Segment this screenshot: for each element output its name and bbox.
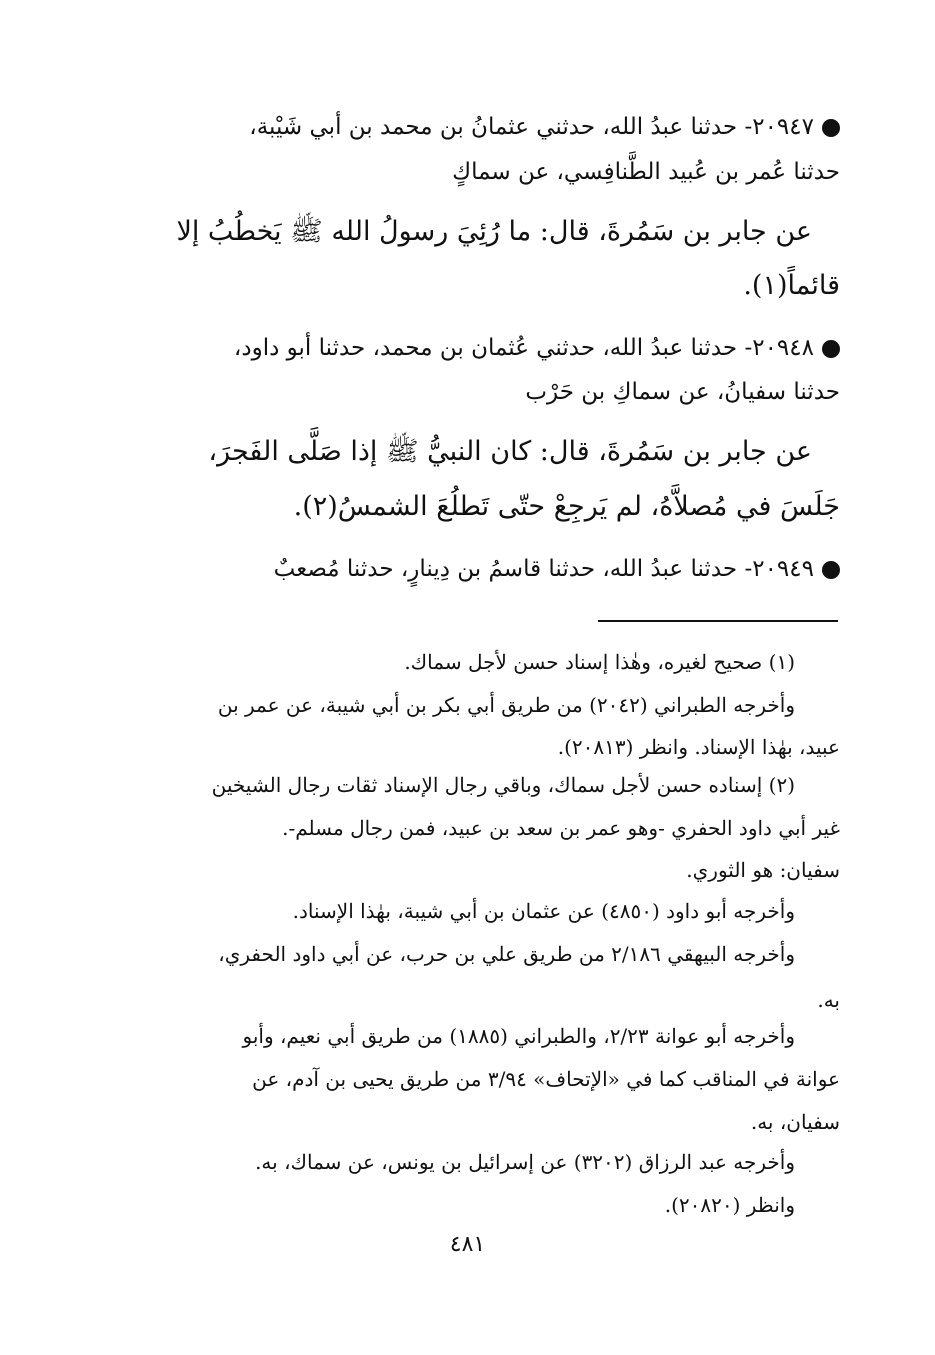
isnad-line: حدثنا سفيانُ، عن سماكِ بن حَرْب [525, 379, 840, 405]
hadith-number: ٢٠٩٤٨- [744, 335, 814, 361]
isnad-line: حدثنا عُمر بن عُبيد الطَّنافِسي، عن سماكٍ [452, 159, 840, 185]
footnote-line: به. [817, 988, 840, 1012]
hadith-number: ٢٠٩٤٧- [744, 114, 814, 140]
footnote-line: (١) صحيح لغيره، وهٰذا إسناد حسن لأجل سماك. [404, 650, 795, 674]
isnad-line: حدثنا عبدُ الله، حدثني عثمانُ بن محمد بن أبي شَيْبة، [249, 114, 738, 140]
footnote-line: وأخرجه الطبراني (٢٠٤٢) من طريق أبي بكر بن أبي شيبة، عن عمر بن [217, 693, 795, 717]
hadith-header [234, 328, 840, 368]
footnote-line: وانظر (٢٠٨٢٠). [664, 1193, 795, 1217]
footnote-line: وأخرجه عبد الرزاق (٣٢٠٢) عن إسرائيل بن يونس، عن سماك، به. [255, 1150, 795, 1174]
footnote-line: سفيان، به. [750, 1110, 840, 1134]
bullet-icon [822, 119, 840, 137]
footnote-line: عبيد، بهٰذا الإسناد. وانظر (٢٠٨١٣). [557, 735, 840, 759]
matn-line: عن جابر بن سَمُرةَ، قال: ما رُئِيَ رسولُ الله ﷺ يَخطُبُ إلا [176, 216, 812, 247]
isnad-line: حدثنا عبدُ الله، حدثني عُثمان بن محمد، حدثنا أبو داود، [233, 335, 738, 361]
matn-line: جَلَسَ في مُصلاَّهُ، لم يَرجِعْ حتّى تَطلُعَ الشمسُ(٢). [293, 491, 840, 522]
hadith-header [249, 107, 840, 147]
bullet-icon [822, 561, 840, 579]
footnote-line: غير أبي داود الحفري -وهو عمر بن سعد بن عبيد، فمن رجال مسلم-. [282, 816, 840, 840]
footnote-line: وأخرجه أبو داود (٤٨٥٠) عن عثمان بن أبي شيبة، بهٰذا الإسناد. [292, 899, 795, 923]
matn-line: قائماً(١). [743, 270, 840, 301]
footnote-line: وأخرجه البيهقي ٢/١٨٦ من طريق علي بن حرب، عن أبي داود الحفري، [218, 942, 795, 966]
footnote-line: عوانة في المناقب كما في «الإتحاف» ٣/٩٤ من طريق يحيى بن آدم، عن [252, 1067, 840, 1091]
matn-line: عن جابر بن سَمُرةَ، قال: كان النبيُّ ﷺ إذا صَلَّى الفَجرَ، [208, 436, 812, 467]
hadith-number: ٢٠٩٤٩- [744, 556, 814, 582]
page-number: ٤٨١ [449, 1232, 486, 1257]
bullet-icon [822, 340, 840, 358]
footnote-line: (٢) إسناده حسن لأجل سماك، وباقي رجال الإسناد ثقات رجال الشيخين [211, 773, 795, 797]
footnote-divider [598, 620, 838, 622]
hadith-header [274, 549, 840, 589]
isnad-line: حدثنا عبدُ الله، حدثنا قاسمُ بن دِينارٍ، حدثنا مُصعبٌ [273, 556, 738, 582]
footnote-line: سفيان: هو الثوري. [686, 858, 840, 882]
footnote-line: وأخرجه أبو عوانة ٢/٢٣، والطبراني (١٨٨٥) من طريق أبي نعيم، وأبو [242, 1024, 795, 1048]
